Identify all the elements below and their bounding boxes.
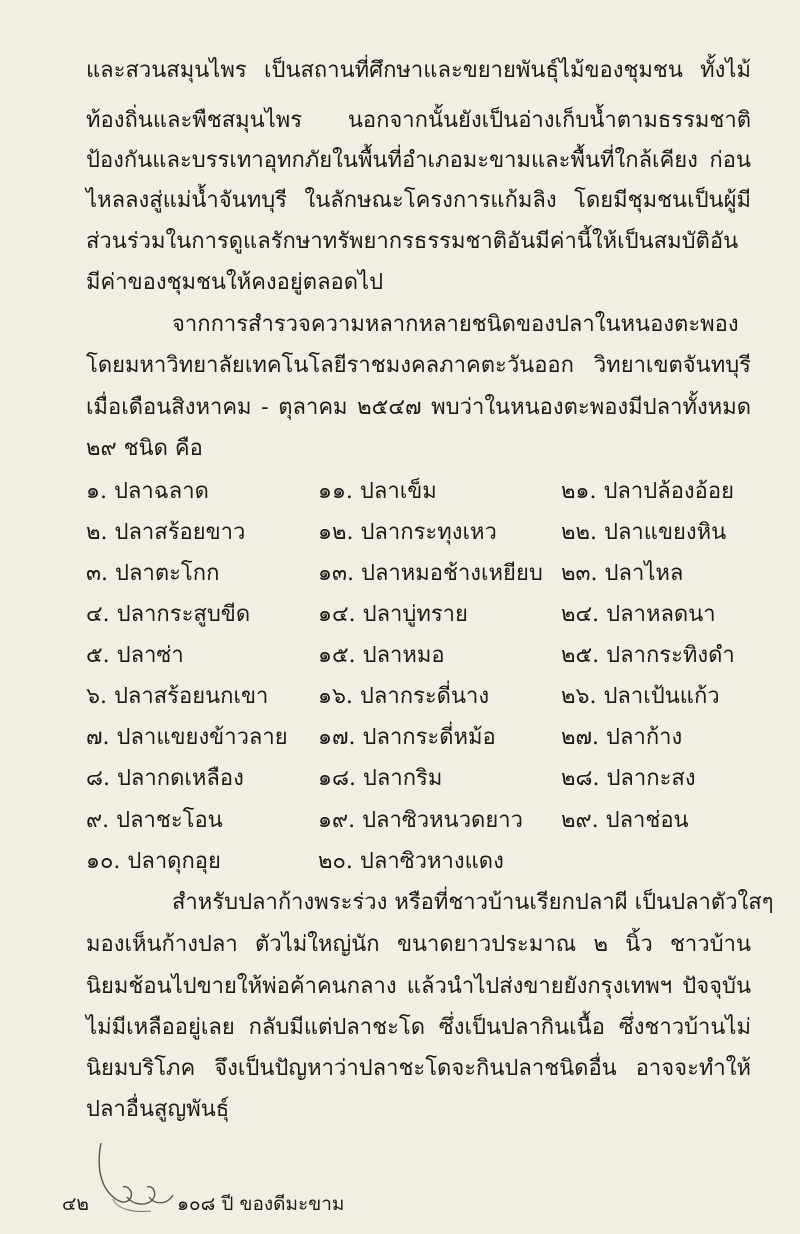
fish-list-item: ๑๓. ปลาหมอช้างเหยียบ <box>318 561 543 586</box>
paragraph-3-line: ปลาอื่นสูญพันธุ์ <box>86 1097 230 1122</box>
fish-list-item: ๖. ปลาสร้อยนกเขา <box>86 684 269 709</box>
paragraph-3-line: นิยมช้อนไปขายให้พ่อค้าคนกลาง แล้วนำไปส่งขายยังกรุงเทพฯ ปัจจุบัน <box>86 974 751 999</box>
fish-list-item: ๒๖. ปลาเป้นแก้ว <box>561 684 720 709</box>
paragraph-1-line: มีค่าของชุมชนให้คงอยู่ตลอดไป <box>86 270 384 295</box>
paragraph-1-line: ป้องกันและบรรเทาอุทกภัยในพื้นที่อำเภอมะขามและพื้นที่ใกล้เคียง ก่อน <box>86 148 751 173</box>
fish-list-item: ๒๕. ปลากระทิงดำ <box>561 643 735 668</box>
fish-list-item: ๘. ปลากดเหลือง <box>86 766 244 791</box>
fish-list-item: ๒๐. ปลาซิวหางแดง <box>318 849 504 874</box>
paragraph-1-line: ส่วนร่วมในการดูแลรักษาทรัพยากรธรรมชาติอันมีค่านี้ให้เป็นสมบัติอัน <box>86 229 739 254</box>
paragraph-1-line: ไหลลงสู่แม่น้ำจันทบุรี ในลักษณะโครงการแก้มลิง โดยมีชุมชนเป็นผู้มี <box>86 188 751 213</box>
paragraph-2-line: จากการสำรวจความหลากหลายชนิดของปลาในหนองตะพอง <box>172 312 739 337</box>
fish-list-item: ๑๔. ปลาบู่ทราย <box>318 602 468 627</box>
fish-list-item: ๑๖. ปลากระดี่นาง <box>318 684 490 709</box>
fish-list-item: ๑๗. ปลากระดี่หม้อ <box>318 725 496 750</box>
paragraph-3-line: มองเห็นก้างปลา ตัวไม่ใหญ่นัก ขนาดยาวประมาณ ๒ นิ้ว ชาวบ้าน <box>86 932 751 957</box>
paragraph-2-line: ๒๙ ชนิด คือ <box>86 436 203 461</box>
fish-list-item: ๒๙. ปลาช่อน <box>561 808 689 833</box>
fish-list-item: ๒๒. ปลาแขยงหิน <box>561 520 727 545</box>
fish-list-item: ๑๐. ปลาดุกอุย <box>86 849 221 874</box>
fish-list-item: ๑๘. ปลากริม <box>318 766 443 791</box>
fish-list-item: ๒๔. ปลาหลดนา <box>561 602 716 627</box>
fish-list-item: ๑๒. ปลากระทุงเหว <box>318 520 497 545</box>
fish-list-item: ๒๗. ปลาก้าง <box>561 725 683 750</box>
fish-list-item: ๕. ปลาซ่า <box>86 643 184 668</box>
paragraph-2-line: โดยมหาวิทยาลัยเทคโนโลยีราชมงคลภาคตะวันออก วิทยาเขตจันทบุรี <box>86 353 751 378</box>
paragraph-3-line: นิยมบริโภค จึงเป็นปัญหาว่าปลาชะโดจะกินปลาชนิดอื่น อาจจะทำให้ <box>86 1056 751 1081</box>
paragraph-2-line: เมื่อเดือนสิงหาคม - ตุลาคม ๒๕๔๗ พบว่าในหนองตะพองมีปลาทั้งหมด <box>86 395 751 420</box>
fish-list-item: ๒๑. ปลาปล้องอ้อย <box>561 479 734 504</box>
fish-list-item: ๓. ปลาตะโกก <box>86 561 220 586</box>
fish-list-item: ๔. ปลากระสูบขีด <box>86 602 251 627</box>
fish-list-item: ๗. ปลาแขยงข้าวลาย <box>86 725 288 750</box>
fish-list-item: ๒๓. ปลาไหล <box>561 561 684 586</box>
paragraph-3-line: สำหรับปลาก้างพระร่วง หรือที่ชาวบ้านเรียกปลาผี เป็นปลาตัวใสๆ <box>172 890 774 915</box>
paragraph-3-line: ไม่มีเหลืออยู่เลย กลับมีแต่ปลาชะโด ซึ่งเป็นปลากินเนื้อ ซึ่งชาวบ้านไม่ <box>86 1015 751 1040</box>
fish-list-item: ๙. ปลาชะโอน <box>86 808 223 833</box>
page-number: ๔๒ <box>62 1193 89 1215</box>
book-title: ๑๐๘ ปี ของดีมะขาม <box>177 1193 345 1215</box>
decorative-doodle-icon <box>93 1135 183 1215</box>
fish-list-item: ๒. ปลาสร้อยขาว <box>86 520 246 545</box>
fish-list-item: ๑. ปลาฉลาด <box>86 479 209 504</box>
paragraph-1-line: ท้องถิ่นและพืชสมุนไพร นอกจากนั้นยังเป็นอ่างเก็บน้ำตามธรรมชาติ <box>86 108 751 133</box>
fish-list-item: ๑๕. ปลาหมอ <box>318 643 445 668</box>
paragraph-1-line: และสวนสมุนไพร เป็นสถานที่ศึกษาและขยายพันธุ์ไม้ของชุมชน ทั้งไม้ <box>86 58 751 83</box>
fish-list-item: ๑๙. ปลาซิวหนวดยาว <box>318 808 523 833</box>
fish-list-item: ๑๑. ปลาเข็ม <box>318 479 437 504</box>
fish-list-item: ๒๘. ปลากะสง <box>561 766 696 791</box>
